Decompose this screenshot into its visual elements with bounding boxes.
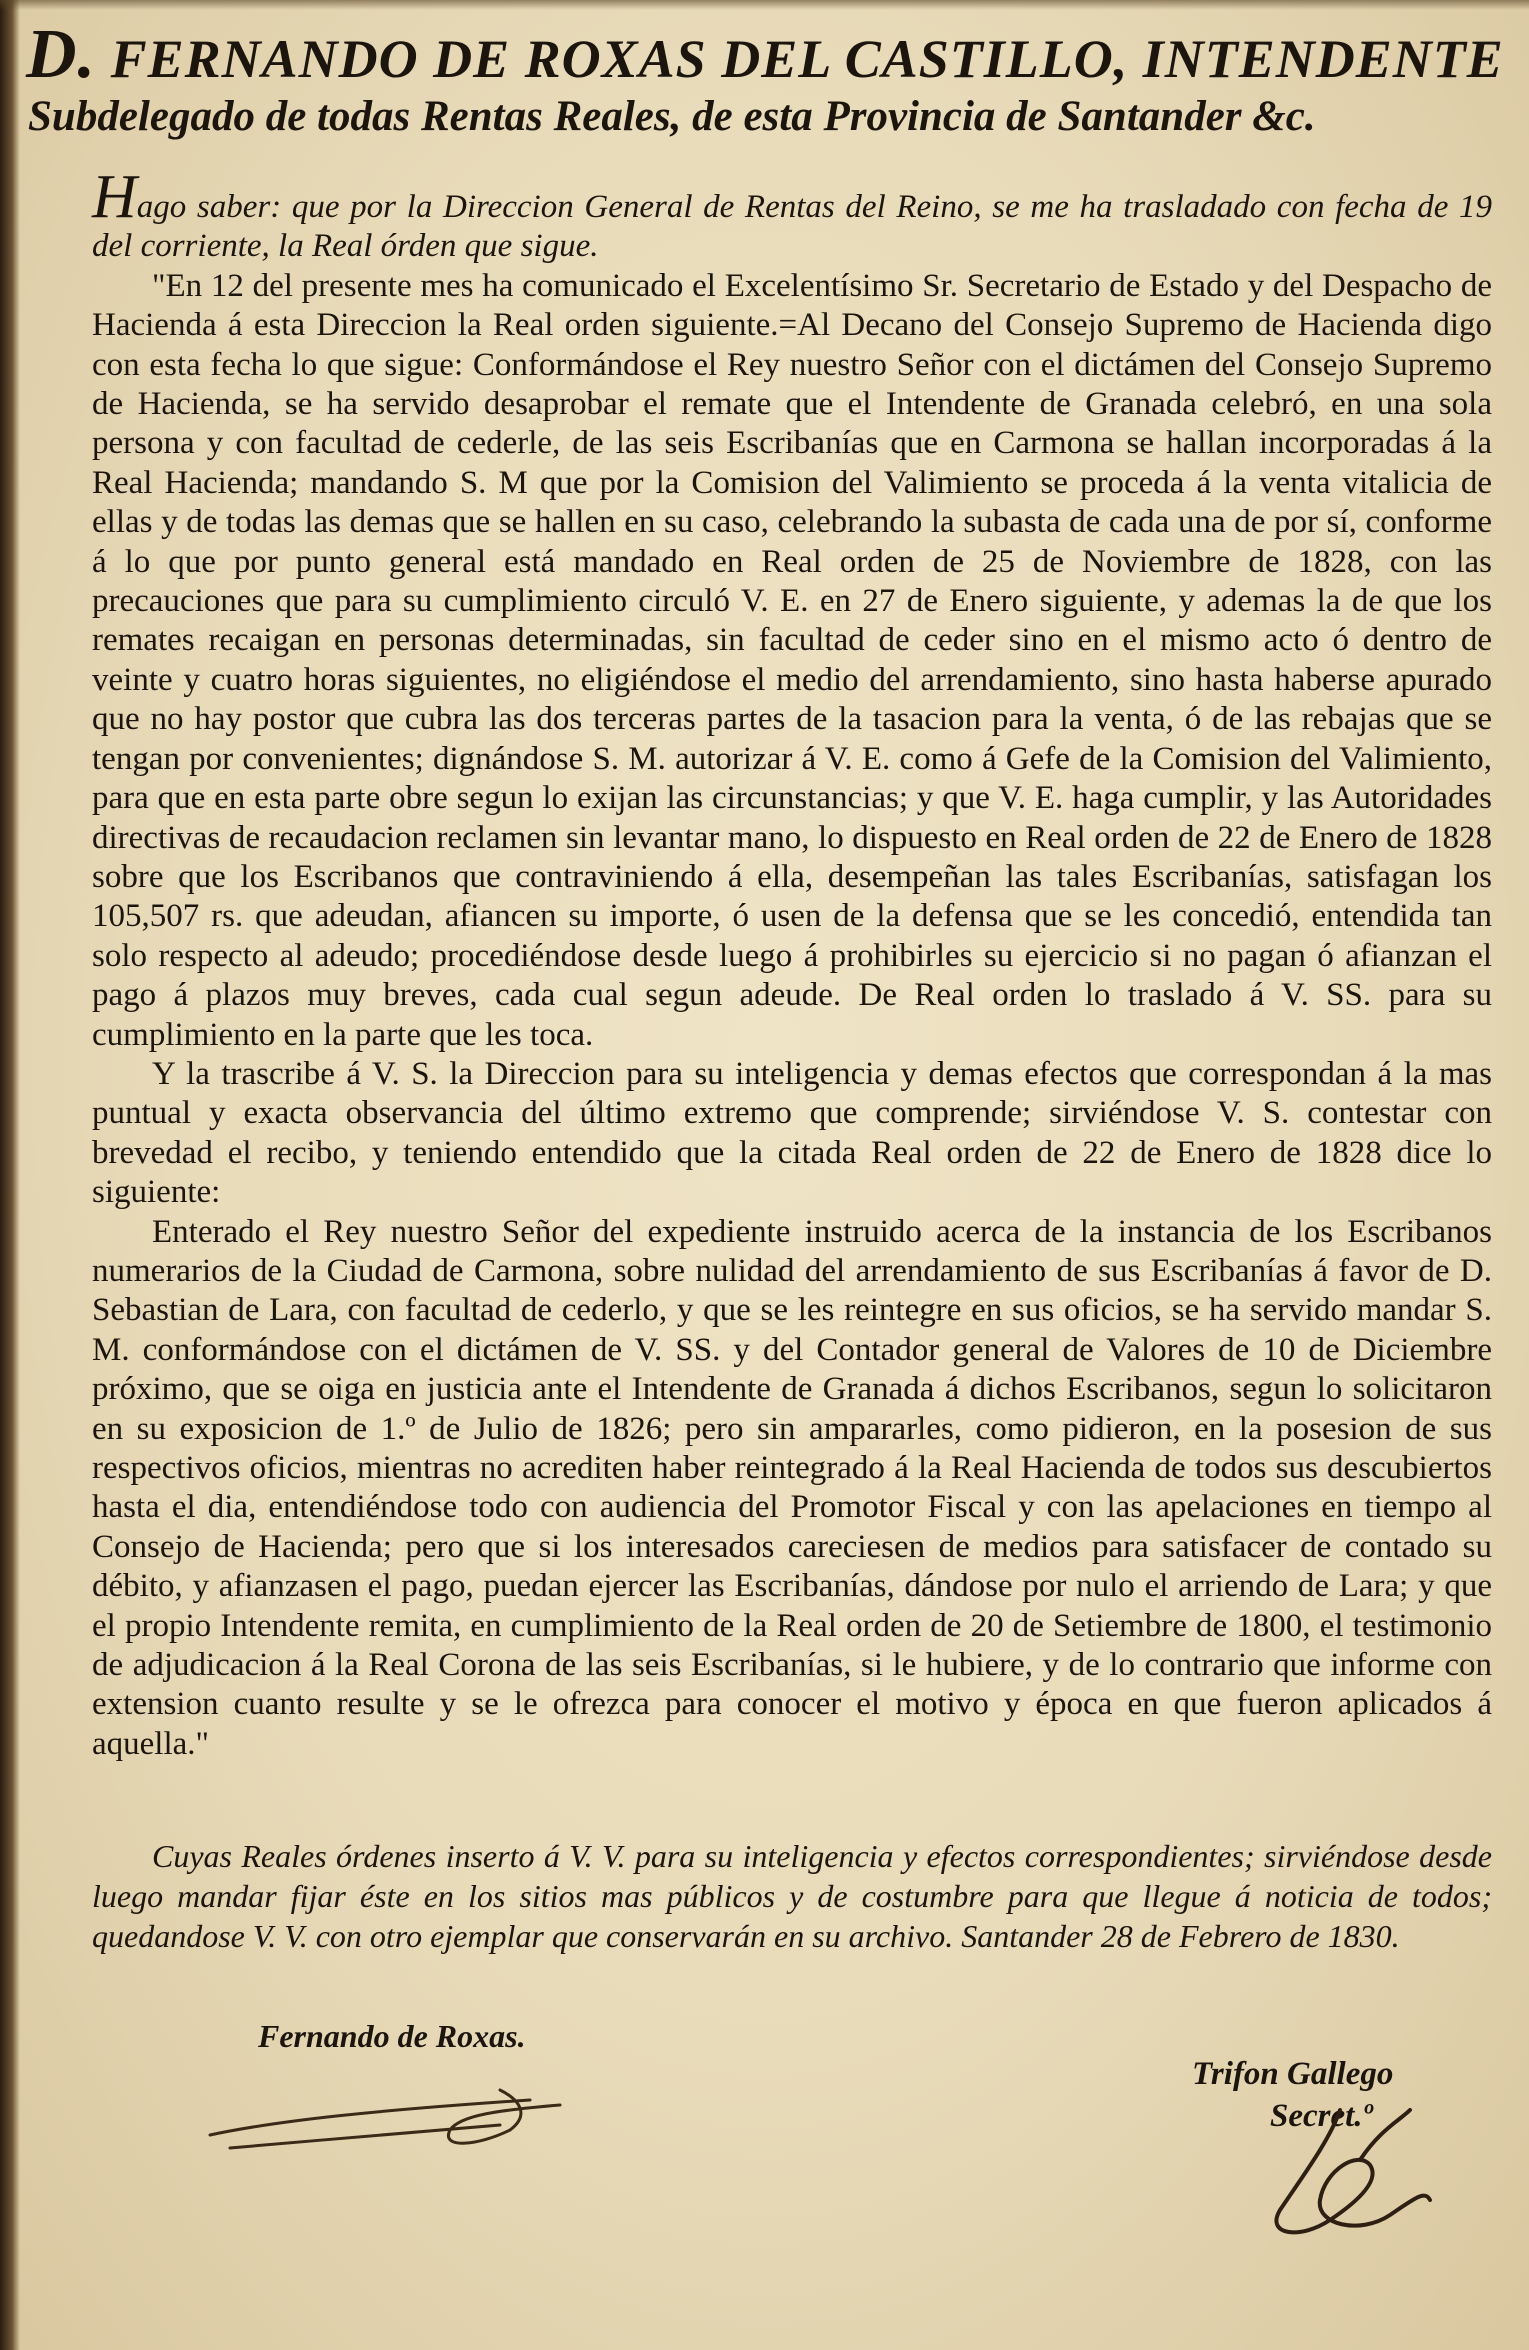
title-initial: D. <box>26 16 97 93</box>
document-subtitle: Subdelegado de todas Rentas Reales, de esta Provincia de Santander &c. <box>28 93 1316 140</box>
signature-right-title: Secret.º <box>1270 2098 1373 2134</box>
intro-paragraph <box>92 163 1492 267</box>
paper-top-shadow <box>0 0 1529 10</box>
signature-right-name: Trifon Gallego <box>1192 2056 1394 2092</box>
closing-section <box>92 1836 1492 1956</box>
body-paragraph-1: "En 12 del presente mes ha comunicado el Excelentísimo Sr. Secretario de Estado y del Despacho de Hacienda á esta Direccion la Real orden siguiente.=Al Decano del Consejo Supremo de Hacienda digo con esta fecha lo que sigue: Conformándose el Rey nuestro Señor con el dictámen del Consejo Supremo de Hacienda, se ha servido desaprobar el remate que el Intendente de Granada celebró, en una sola persona y con facultad de cederle, de las seis Escribanías que en Carmona se hallan incorporadas á la Real Hacienda; mandando S. M que por la Comision del Valimiento se proceda á la venta vitalicia de ellas y de todas las demas que se hallen en su caso, celebrando la subasta de cada una de por sí, conforme á lo que por punto general está mandado en Real orden de 25 de Noviembre de 1828, con las precauciones que para su cumplimiento circuló V. E. en 27 de Enero siguiente, y ademas la de que los remates recaigan en personas determinadas, sin facultad de ceder sino en el mismo acto ó dentro de veinte y cuatro horas siguientes, no eligiéndose el medio del arrendamiento, sino hasta haberse apurado que no hay postor que cubra las dos terceras partes de la tasacion para la venta, ó de las rebajas que se tengan por convenientes; dignándose S. M. autorizar á V. E. como á Gefe de la Comision del Valimiento, para que en esta parte obre segun lo exijan las circunstancias; y que V. E. haga cumplir, y las Autoridades directivas de recaudacion reclamen sin levantar mano, lo dispuesto en Real orden de 22 de Enero de 1828 sobre que los Escribanos que contraviniendo á ella, desempeñan las tales Escribanías, satisfagan los 105,507 rs. que adeudan, afiancen su importe, ó usen de la defensa que se les concedió, entendida tan solo respecto al adeudo; procediéndose desde luego á prohibirles su ejercicio si no pagan ó afianzan el pago á plazos muy breves, cada cual segun adeude. De Real orden lo traslado á V. SS. para su cumplimiento en la parte que les toca. <box>92 267 1492 1053</box>
body-paragraph-2: Y la trascribe á V. S. la Direccion para su inteligencia y demas efectos que correspondan á la mas puntual y exacta observancia del último extremo que comprende; sirviéndose V. S. contestar con brevedad el recibo, y teniendo entendido que la citada Real orden de 22 de Enero de 1828 dice lo siguiente: <box>92 1055 1492 1211</box>
document-body <box>92 163 1492 1764</box>
intro-text: ago saber: que por la Direccion General de Rentas del Reino, se me ha trasladado con fecha de 19 del corriente, la Real órden que sigue. <box>92 189 1492 265</box>
paper-edge-shadow <box>0 0 20 2350</box>
rubric-left-flourish <box>200 2070 580 2160</box>
title-text: FERNANDO DE ROXAS DEL CASTILLO, INTENDENTE <box>110 29 1504 89</box>
rubric-right-flourish <box>1240 2100 1440 2250</box>
intro-initial: H <box>92 163 137 231</box>
document-title <box>26 16 1506 93</box>
body-paragraph-3: Enterado el Rey nuestro Señor del expediente instruido acerca de la instancia de los Escribanos numerarios de la Ciudad de Carmona, sobre nulidad del arrendamiento de sus Escribanías á favor de D. Sebastian de Lara, con facultad de cederlo, y que se les reintegre en sus oficios, se ha servido mandar S. M. conformándose con el dictámen de V. SS. y del Contador general de Valores de 10 de Diciembre próximo, que se oiga en justicia ante el Intendente de Granada á dichos Escribanos, segun lo solicitaron en su exposicion de 1.º de Julio de 1826; pero sin ampararles, como pidieron, en la posesion de sus respectivos oficios, mientras no acrediten haber reintegrado á la Real Hacienda de todos sus descubiertos hasta el dia, entendiéndose todo con audiencia del Promotor Fiscal y con las apelaciones en tiempo al Consejo de Hacienda; pero que si los interesados careciesen de medios para satisfacer de contado su débito, y afianzasen el pago, puedan ejercer las Escribanías, dándose por nulo el arriendo de Lara; y que el propio Intendente remita, en cumplimiento de la Real orden de 20 de Setiembre de 1800, el testimonio de adjudicacion á la Real Corona de las seis Escribanías, si le hubiere, y de lo contrario que informe con extension cuanto resulte y se le ofrezca para conocer el motivo y época en que fueron aplicados á aquella." <box>92 1213 1492 1762</box>
signature-left: Fernando de Roxas. <box>258 2018 526 2054</box>
closing-paragraph: Cuyas Reales órdenes inserto á V. V. para su inteligencia y efectos correspondientes; sirviéndose desde luego mandar fijar éste en los sitios mas públicos y de costumbre para que llegue á noticia de todos; quedandose V. V. con otro ejemplar que conservarán en su archivo. Santander 28 de Febrero de 1830. <box>92 1838 1492 1954</box>
document-header <box>26 16 1506 144</box>
